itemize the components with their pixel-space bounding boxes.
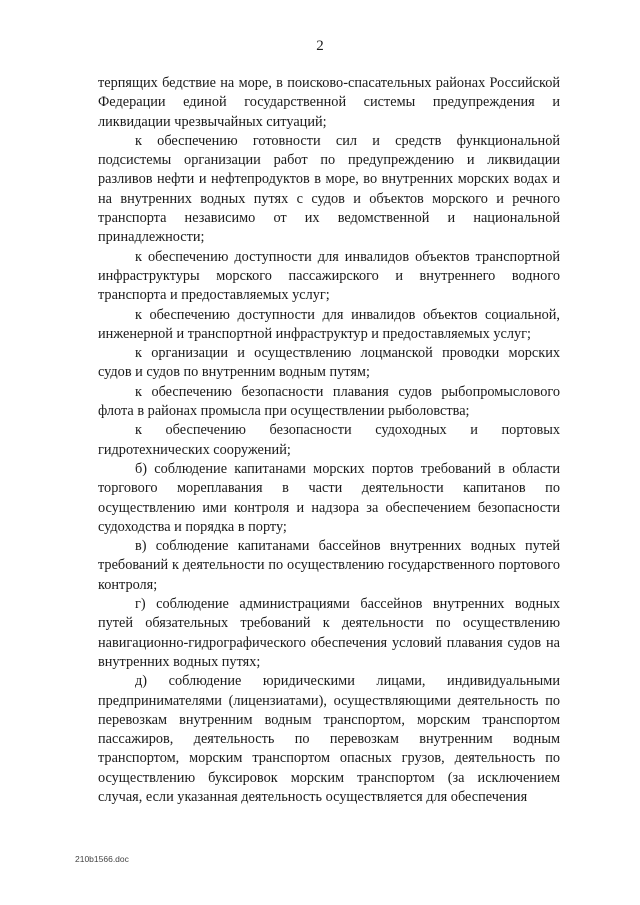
document-body xyxy=(98,74,560,807)
page-number: 2 xyxy=(316,38,324,54)
file-name-footer: 210b1566.doc xyxy=(75,854,129,864)
paragraph: в) соблюдение капитанами бассейнов внутренних водных путей требований к деятельности по осуществлению государственного портового контроля; xyxy=(98,538,560,593)
paragraph: к обеспечению доступности для инвалидов объектов социальной, инженерной и транспортной инфраструктур и предоставляемых услуг; xyxy=(98,306,560,342)
paragraph: к организации и осуществлению лоцманской проводки морских судов и судов по внутренним водным путям; xyxy=(98,345,560,381)
paragraph: к обеспечению безопасности плавания судов рыбопромыслового флота в районах промысла при осуществлении рыболовства; xyxy=(98,383,560,420)
paragraph: к обеспечению доступности для инвалидов объектов транспортной инфраструктуры морского пассажирского и внутреннего водного транспорта и предоставляемых услуг; xyxy=(98,248,560,304)
paragraph: д) соблюдение юридическими лицами, индивидуальными предпринимателями (лицензиатами), осуществляющими деятельность по перевозкам внутренним водным транспортом, морским транспортом пассажиров, деятельность по перевозкам внутренним водным транспортом, морским транспортом опасных грузов, деятельность по осуществлению буксировок морским транспортом (за исключением случая, если указанная деятельность осуществляется для обеспечения xyxy=(98,673,560,805)
paragraph: г) соблюдение администрациями бассейнов внутренних водных путей обязательных требований к деятельности по осуществлению навигационно-гидрографического обеспечения условий плавания судов на внутренних водных путях; xyxy=(98,596,560,670)
paragraph: к обеспечению безопасности судоходных и портовых гидротехнических сооружений; xyxy=(98,422,560,458)
paragraph: терпящих бедствие на море, в поисково-спасательных районах Российской Федерации единой государственной системы предупреждения и ликвидации чрезвычайных ситуаций; xyxy=(98,75,560,130)
paragraph: б) соблюдение капитанами морских портов требований в области торгового мореплавания в части деятельности капитанов по осуществлению ими контроля и надзора за обеспечением безопасности судоходства и порядка в порту; xyxy=(98,460,560,535)
paragraph: к обеспечению готовности сил и средств функциональной подсистемы организации работ по предупреждению и ликвидации разливов нефти и нефтепродуктов в море, во внутренних морских водах и на внутренних водных путях с судов и объектов морского и речного транспорта независимо от их ведомственной и национальной принадлежности; xyxy=(98,132,560,246)
